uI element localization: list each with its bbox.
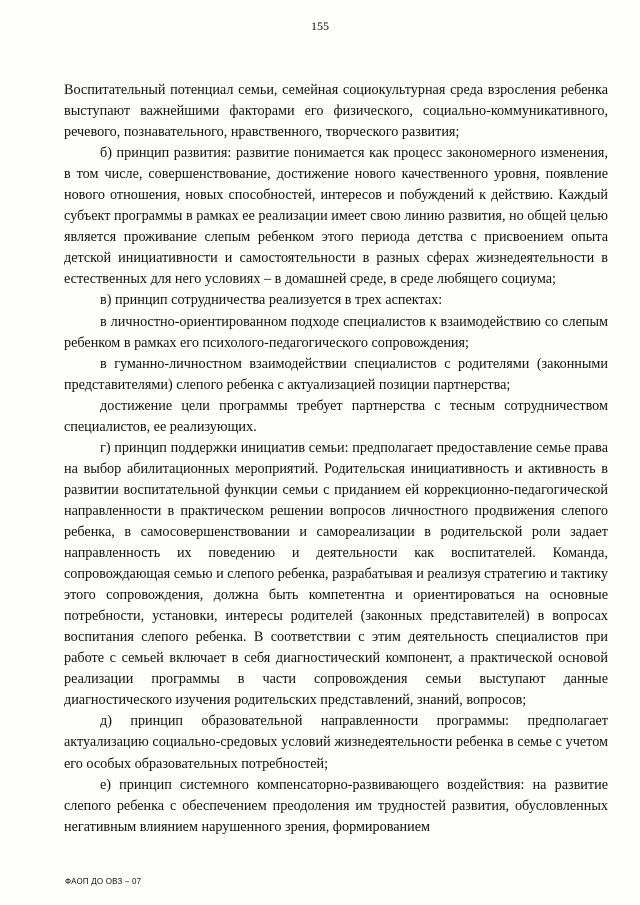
paragraph-aspect-2: в гуманно-личностном взаимодействии специалистов с родителями (законными представителями) слепого ребенка с актуализацией позиции партнерства; — [64, 355, 608, 393]
paragraph-principle-v: в) принцип сотрудничества реализуется в трех аспектах: — [100, 292, 443, 309]
paragraph-intro: Воспитательный потенциал семьи, семейная социокультурная среда взросления ребенка выступают важнейшими факторами его физического, социально-коммуникативного, речевого, познавательного, нравственного, творческого развития; — [64, 82, 608, 141]
page-number: 155 — [311, 19, 329, 33]
footer-label: ФАОП ДО ОВЗ – 07 — [65, 877, 142, 886]
paragraph-principle-g: г) принцип поддержки инициатив семьи: предполагает предоставление семье права на выбор абилитационных мероприятий. Родительская инициативность и активность в развитии воспитательной функции семьи с приданием ей коррекционно-педагогической направленности в практическом решении вопросов личностного продвижения слепого ребенка, в самосовершенствовании и самореализации в родительской роли задает направленность их поведению и деятельности как воспитателей. Команда, сопровождающая семью и слепого ребенка, разрабатывая и реализуя стратегию и тактику этого сопровождения, должна быть компетентна и ориентироваться на основные потребности, установки, интересы родителей (законных представителей) в вопросах воспитания слепого ребенка. В соответствии с этим деятельность специалистов при работе с семьей включает в себя диагностический компонент, а практической основой реализации программы в части сопровождения семьи выступают данные диагностического изучения родительских представлений, знаний, вопросов; — [64, 439, 608, 709]
paragraph-principle-b: б) принцип развития: развитие понимается как процесс закономерного изменения, в том числе, совершенствование, достижение нового качественного уровня, появление нового отношения, новых способностей, интересов и побуждений к действию. Каждый субъект программы в рамках ее реализации имеет свою линию развития, но общей целью является проживание слепым ребенком этого периода детства с присвоением опыта детской инициативности и самостоятельности в разных сферах жизнедеятельности в естественных для него условиях – в домашней среде, в среде любящего социума; — [64, 145, 608, 288]
body-text — [64, 80, 608, 838]
paragraph-aspect-1: в личностно-ориентированном подходе специалистов к взаимодействию со слепым ребенком в рамках его психолого-педагогического сопровождения; — [64, 313, 608, 351]
paragraph-principle-e: е) принцип системного компенсаторно-развивающего воздействия: на развитие слепого ребенка с обеспечением преодоления им трудностей развития, обусловленных негативным влиянием нарушенного зрения, формированием — [64, 776, 608, 835]
paragraph-aspect-3: достижение цели программы требует партнерства с тесным сотрудничеством специалистов, ее реализующих. — [64, 397, 608, 435]
paragraph-principle-d: д) принцип образовательной направленности программы: предполагает актуализацию социально-средовых условий жизнедеятельности ребенка в семье с учетом его особых образовательных потребностей; — [64, 713, 608, 772]
